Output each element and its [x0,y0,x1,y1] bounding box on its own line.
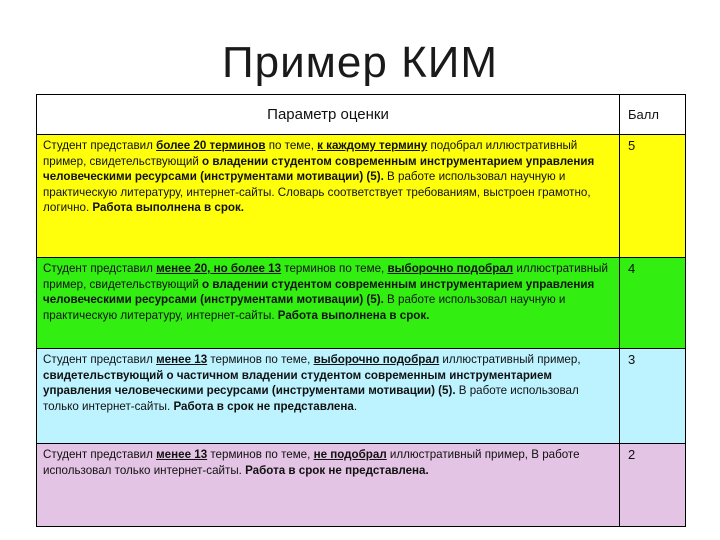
criteria-text: Работа выполнена в срок. [277,308,430,322]
criteria-text: Студент представил [43,139,157,152]
criteria-text: В работе использовал научную и практическую литературу, интернет-сайты. [43,293,566,322]
criteria-text: . [353,399,358,413]
criteria-cell [37,444,620,527]
page-title: Пример КИМ [222,38,498,87]
criteria-text: менее 13 [156,353,208,366]
table-row [37,349,686,444]
criteria-text: Работа в срок не представлена. [245,463,429,477]
criteria-text: менее 13 [156,448,208,461]
score-header: Балл [620,95,686,135]
criteria-text: иллюстративный пример, [439,353,581,366]
criteria-text: В работе использовал научную и практическую литературу, интернет-сайты. Словарь соответствует требованиям, выстроен грамотно, логично. [43,170,591,215]
criteria-text: Студент представил [43,448,157,461]
criteria-text: к каждому термину [317,139,428,152]
criteria-text: В работе использовал только интернет-сайты. [43,384,579,413]
criteria-text: свидетельствующий о частичном владении студентом современным инструментарием управления человеческими ресурсами (инструментами мотивации) (5). [43,368,552,398]
criteria-text: терминов по теме, [207,353,314,366]
criteria-text: о владении студентом современным инструментарием управления человеческими ресурсами (инструментами мотивации) (5). [43,154,595,184]
score-cell: 2 [620,444,686,527]
kim-table [36,94,686,527]
criteria-text: иллюстративный пример, В работе использовал только интернет-сайты. [43,448,580,477]
table-row [37,135,686,258]
criteria-text: выборочно подобрал [387,262,514,275]
param-header: Параметр оценки [37,95,620,135]
criteria-text: иллюстративный пример, свидетельствующий [43,262,608,291]
criteria-text: подобрал иллюстративный пример, свидетельствующий [43,139,578,168]
criteria-text: Работа в срок не представлена [173,399,354,413]
table-row [37,444,686,527]
criteria-text: более 20 терминов [156,139,266,152]
criteria-text: Студент представил [43,353,157,366]
criteria-text: выборочно подобрал [313,353,440,366]
criteria-text: менее 20, но более 13 [156,262,282,275]
table-header-row [37,95,686,135]
score-cell: 5 [620,135,686,258]
table-row [37,258,686,349]
score-cell: 3 [620,349,686,444]
criteria-text: Работа выполнена в срок. [92,201,245,215]
criteria-cell [37,258,620,349]
criteria-text: терминов по теме, [207,448,314,461]
score-cell: 4 [620,258,686,349]
criteria-text: по теме, [265,139,318,152]
criteria-text: Студент представил [43,262,157,275]
criteria-text: терминов по теме, [281,262,388,275]
criteria-cell [37,135,620,258]
criteria-text: не подобрал [313,448,387,461]
criteria-text: о владении студентом современным инструментарием управления человеческими ресурсами (инструментами мотивации) (5). [43,277,595,307]
criteria-cell [37,349,620,444]
